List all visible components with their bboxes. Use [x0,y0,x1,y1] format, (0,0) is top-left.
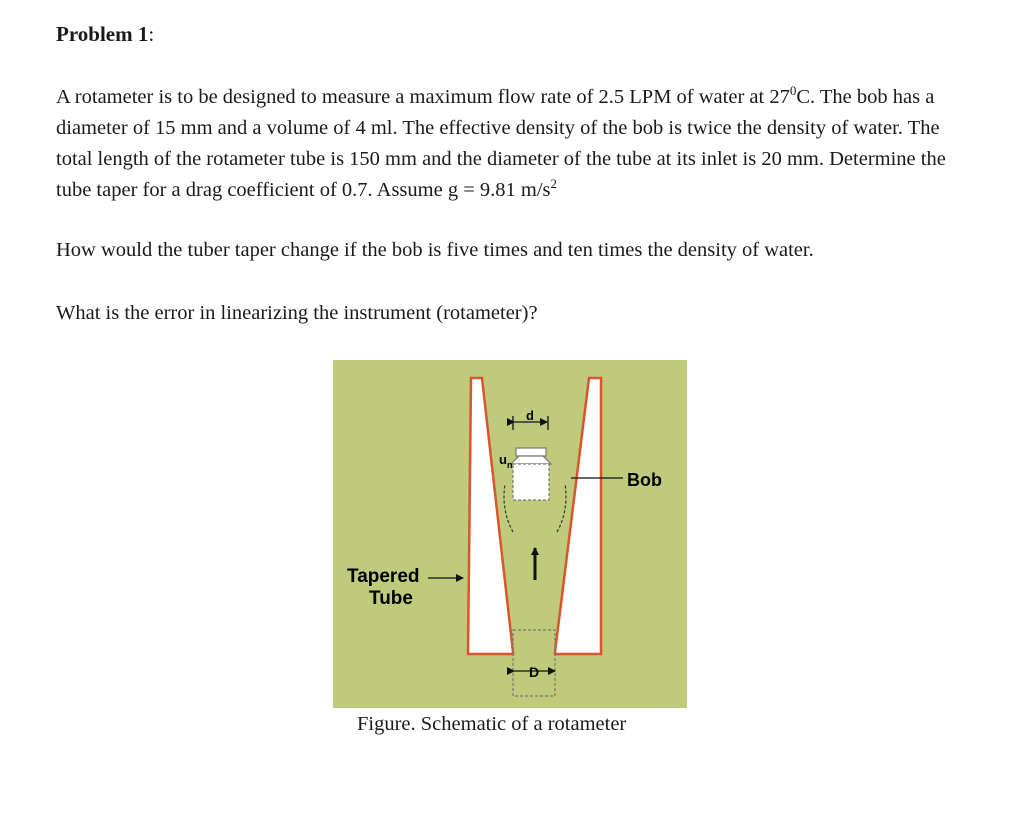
bob-body [513,464,549,500]
statement-part-b: C. The bob has a diameter of 15 mm and a volume of 4 ml. The effective density of the bob is twice the density of water. The total length of the rotameter tube is 150 mm and the diameter of the tube at its inlet is 20 mm. Determine the tube taper for a drag coefficient of 0.7. Assume g = 9.81 m/s [56,86,946,201]
left-flow-line [504,484,513,532]
problem-title-text: Problem 1 [56,22,149,46]
rotameter-figure [333,360,687,708]
label-u: u [499,452,507,467]
label-bob: Bob [627,470,662,490]
label-u-subscript: n [507,460,513,470]
degree-superscript: 0 [789,83,797,99]
bob-shoulder [511,456,551,464]
squared-superscript: 2 [550,176,558,192]
statement-part-a: A rotameter is to be designed to measure a maximum flow rate of 2.5 LPM of water at 27 [56,86,790,108]
label-d: d [526,408,534,423]
question-taper-change: How would the tuber taper change if the bob is five times and ten times the density of water. [56,239,814,261]
problem-title [56,22,154,47]
figure-caption: Figure. Schematic of a rotameter [357,713,627,735]
label-tube: Tube [369,588,413,609]
question-linearization-error: What is the error in linearizing the instrument (rotameter)? [56,302,538,324]
label-tapered: Tapered [347,566,420,587]
right-tube-wall [555,378,601,654]
rotameter-schematic [333,360,687,708]
right-flow-line [557,484,566,532]
label-D: D [528,664,540,680]
problem-statement [56,82,976,206]
inlet-dashed-box [513,630,555,696]
problem-title-colon: : [148,22,155,46]
bob-top-cap [516,448,546,456]
